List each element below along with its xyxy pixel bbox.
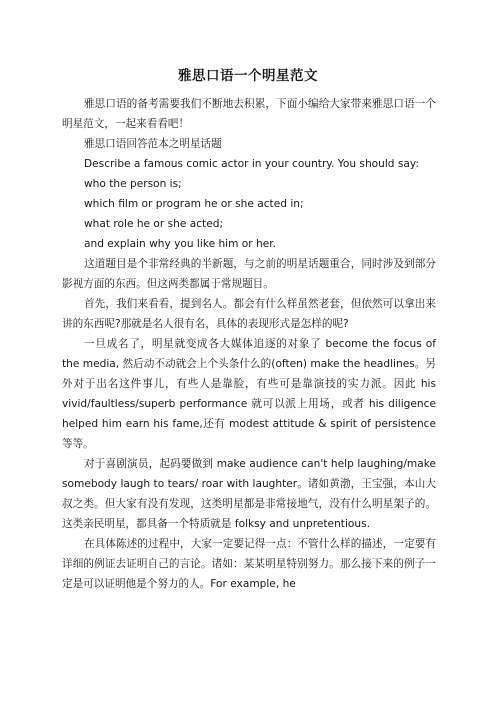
paragraph-comic-actor: 对于喜剧演员，起码要做到 make audience can't help laughing/make somebody laugh to tears/ roar with laughter。诸如黄渤，王宝强，本山大叔之类。但大家有没有发现，这类明星都是非常接地气，没有什么明星架子的。这类亲民明星，都具备一个特质就是 folksy and unpretentious. bbox=[62, 458, 436, 530]
paragraph-examples: 在具体陈述的过程中，大家一定要记得一点：不管什么样的描述，一定要有详细的例证去证明自己的言论。诸如：某某明星特别努力。那么接下来的例子一定是可以证明他是个努力的人。For example, he bbox=[62, 538, 436, 590]
paragraph-first: 首先，我们来看看，提到名人。都会有什么样虽然老套，但依然可以拿出来讲的东西呢?那就是名人很有名，具体的表现形式是怎样的呢? bbox=[62, 298, 436, 330]
page-title: 雅思口语一个明星范文 bbox=[178, 68, 318, 84]
paragraph-question: Describe a famous comic actor in your country. You should say: bbox=[84, 158, 419, 170]
question-point-2: which film or program he or she acted in; bbox=[84, 198, 304, 210]
document-body bbox=[62, 94, 436, 594]
question-point-1: who the person is; bbox=[84, 178, 182, 190]
paragraph-section-heading: 雅思口语回答范本之明星话题 bbox=[84, 138, 222, 150]
question-point-3: what role he or she acted; bbox=[84, 218, 224, 230]
paragraph-fame: 一旦成名了，明星就变成各大媒体追逐的对象了 become the focus of the media, 然后动不动就会上个头条什么的(often) make the headlines。另外对于出名这件事儿，有些人是靠脸，有些可是靠演技的实力派。因此 his vivid/faultless/superb performance 就可以派上用场，或者 his diligence helped him earn his fame,还有 modest attitude & spirit of persistence 等等。 bbox=[62, 338, 436, 450]
paragraph-intro: 雅思口语的备考需要我们不断地去积累，下面小编给大家带来雅思口语一个明星范文，一起来看看吧！ bbox=[62, 98, 436, 130]
question-point-4: and explain why you like him or her. bbox=[84, 238, 276, 250]
paragraph-analysis: 这道题目是个非常经典的半新题，与之前的明星话题重合，同时涉及到部分影视方面的东西。但这两类都属于常规题目。 bbox=[62, 258, 436, 290]
